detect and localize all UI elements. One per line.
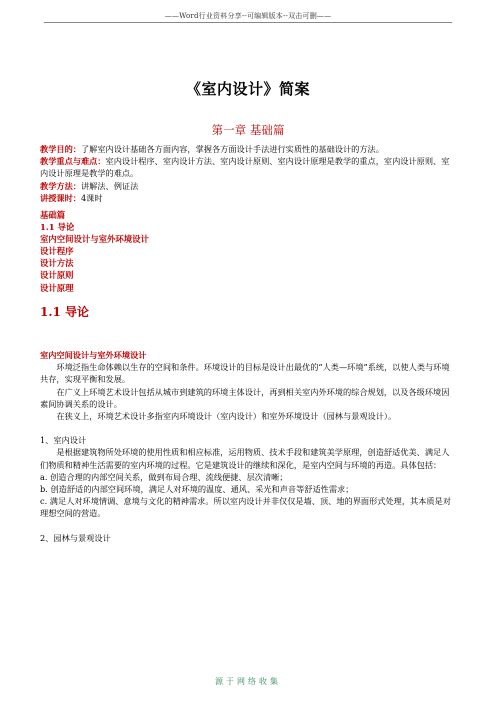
page-footer: 源于网络收集 bbox=[215, 677, 281, 686]
header-rule bbox=[44, 22, 452, 23]
subheading: 室内空间设计与室外环境设计 bbox=[40, 350, 147, 360]
page-header: ——Word行业资料分享--可编辑版本--双击可删—— bbox=[164, 12, 332, 20]
item-title: 1、室内设计 bbox=[40, 435, 87, 446]
item-description: 是根据建筑物所处环境的使用性质和相应标准，运用物质、技术手段和建筑美学原理，创造舒适优美、满足人们物质和精神生活需要的室内环境的过程。它是建筑设计的继续和深化，是室内空间与环境的再造。具体包括： bbox=[40, 447, 450, 470]
hours-text: 4课时 bbox=[80, 192, 103, 203]
teaching-objectives bbox=[40, 143, 456, 204]
toc-item: 设计原则 bbox=[40, 270, 74, 281]
toc-list bbox=[40, 209, 456, 294]
main-content bbox=[40, 349, 456, 544]
key-label: 教学重点与难点： bbox=[40, 156, 106, 167]
list-item: b. 创造舒适的内部空间环境，满足人对环境的温度、通风、采光和声音等舒适性需求； bbox=[40, 484, 354, 495]
hours-line bbox=[40, 192, 456, 204]
toc-item: 设计程序 bbox=[40, 246, 74, 257]
list-item: c. 满足人对环境情调、意境与文化的精神需求。所以室内设计并非仅仅是墙、顶、地的界面形式处理，其本质是对理想空间的营造。 bbox=[40, 496, 451, 519]
item-title: 2、园林与景观设计 bbox=[40, 532, 111, 543]
goal-line bbox=[40, 143, 456, 155]
list-item: a. 创造合理的内部空间关系，做到布局合理、流线便捷、层次清晰； bbox=[40, 471, 288, 482]
toc-item: 1.1 导论 bbox=[40, 222, 75, 233]
toc-item: 设计原理 bbox=[40, 282, 74, 293]
goal-label: 教学目的： bbox=[40, 144, 81, 154]
toc-item: 基础篇 bbox=[40, 210, 66, 220]
method-text: 讲解法、例证法 bbox=[80, 180, 139, 191]
section-heading: 1.1 导论 bbox=[40, 305, 90, 319]
chapter-heading: 第一章 基础篇 bbox=[211, 123, 285, 137]
paragraph: 在狭义上，环境艺术设计多指室内环境设计（室内设计）和室外环境设计（园林与景观设计）。 bbox=[56, 411, 397, 422]
method-label: 教学方法： bbox=[40, 180, 81, 191]
paragraph: 环境泛指生命体赖以生存的空间和条件。环境设计的目标是设计出最优的“人类—环境”系统，以使人类与环境共存，实现平衡和发展。 bbox=[40, 362, 450, 385]
hours-label: 讲授课时： bbox=[40, 192, 81, 203]
method-line bbox=[40, 180, 456, 192]
toc-item: 设计方法 bbox=[40, 258, 74, 269]
key-line bbox=[40, 155, 456, 179]
paragraph: 在广义上环境艺术设计包括从城市到建筑的环境主体设计，再到相关室内外环境的综合规划，以及各级环境因素间协调关系的设计。 bbox=[40, 386, 450, 409]
toc-item: 室内空间设计与室外环境设计 bbox=[40, 234, 149, 245]
goal-text: 了解室内设计基础各方面内容，掌握各方面设计手法进行实质性的基础设计的方法。 bbox=[80, 144, 384, 154]
key-text: 室内设计程序、室内设计方法、室内设计原则、室内设计原理是教学的重点，室内设计原则、室内设计原理是教学的难点。 bbox=[40, 156, 450, 179]
document-title: 《室内设计》简案 bbox=[185, 80, 310, 98]
